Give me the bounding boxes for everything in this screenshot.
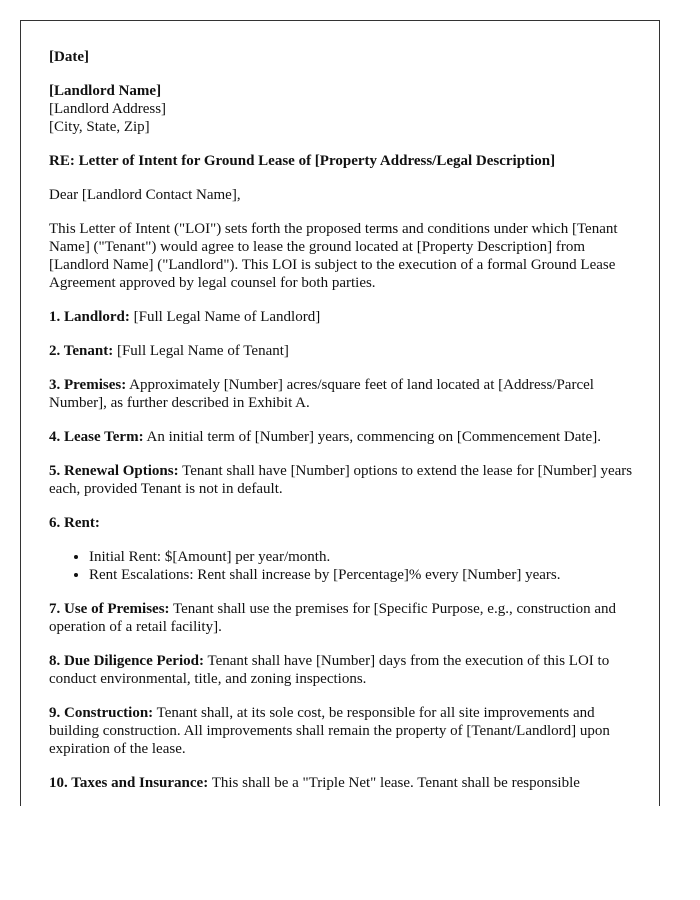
section-text: This shall be a "Triple Net" lease. Tenant shall be responsible [208, 775, 580, 791]
rent-bullet-initial: • Initial Rent: $[Amount] per year/month. [89, 548, 639, 566]
recipient-city-state-zip: [City, State, Zip] [49, 119, 150, 135]
date: [Date] [49, 49, 89, 65]
section-due-diligence [49, 652, 639, 688]
salutation: Dear [Landlord Contact Name], [49, 187, 241, 203]
rent-bullet-escalations: • Rent Escalations: Rent shall increase by [Percentage]% every [Number] years. [89, 566, 639, 584]
section-text: [Full Legal Name of Tenant] [113, 343, 289, 359]
letter-body [49, 48, 639, 806]
section-text: [Full Legal Name of Landlord] [129, 309, 321, 325]
recipient-name: [Landlord Name] [49, 83, 162, 99]
section-text: Approximately [Number] acres/square feet of land located at [Address/Parcel Number], as further described in Exhibit A. [49, 377, 594, 411]
section-heading: 4. Lease Term: [49, 429, 144, 445]
section-heading: 8. Due Diligence Period: [49, 653, 204, 669]
section-heading: 1. Landlord: [49, 309, 130, 325]
section-text: Tenant shall use the premises for [Specific Purpose, e.g., construction and operation of a retail facility]. [49, 601, 617, 635]
section-rent [49, 514, 639, 532]
recipient-address: [Landlord Address] [49, 101, 167, 117]
section-text: Tenant shall have [Number] options to extend the lease for [Number] years each, provided Tenant is not in default. [49, 463, 633, 497]
section-text: Tenant shall have [Number] days from the execution of this LOI to conduct environmental, title, and zoning inspections. [49, 653, 610, 687]
section-premises [49, 376, 639, 412]
section-renewal-options [49, 462, 639, 498]
subject-line: RE: Letter of Intent for Ground Lease of [Property Address/Legal Description] [49, 153, 556, 169]
section-landlord [49, 308, 639, 326]
section-heading: 2. Tenant: [49, 343, 114, 359]
section-heading: 3. Premises: [49, 377, 127, 393]
section-text: An initial term of [Number] years, commencing on [Commencement Date]. [143, 429, 601, 445]
document-page [20, 20, 660, 806]
intro-paragraph: This Letter of Intent ("LOI") sets forth the proposed terms and conditions under which [Tenant Name] ("Tenant") would agree to lease the ground located at [Property Description] from [Landlord Name] ("Landlord"). This LOI is subject to the execution of a formal Ground Lease Agreement approved by legal counsel for both parties. [49, 221, 618, 291]
section-taxes-insurance [49, 774, 639, 792]
section-construction [49, 704, 639, 758]
section-use-of-premises [49, 600, 639, 636]
rent-bullet-list [49, 548, 639, 584]
section-text: Tenant shall, at its sole cost, be responsible for all site improvements and building construction. All improvements shall remain the property of [Tenant/Landlord] upon expiration of the lease. [49, 705, 610, 757]
section-heading: 6. Rent: [49, 515, 100, 531]
section-heading: 5. Renewal Options: [49, 463, 179, 479]
recipient-block [49, 82, 639, 136]
section-heading: 7. Use of Premises: [49, 601, 170, 617]
section-lease-term [49, 428, 639, 446]
section-heading: 9. Construction: [49, 705, 154, 721]
section-tenant [49, 342, 639, 360]
section-heading: 10. Taxes and Insurance: [49, 775, 209, 791]
